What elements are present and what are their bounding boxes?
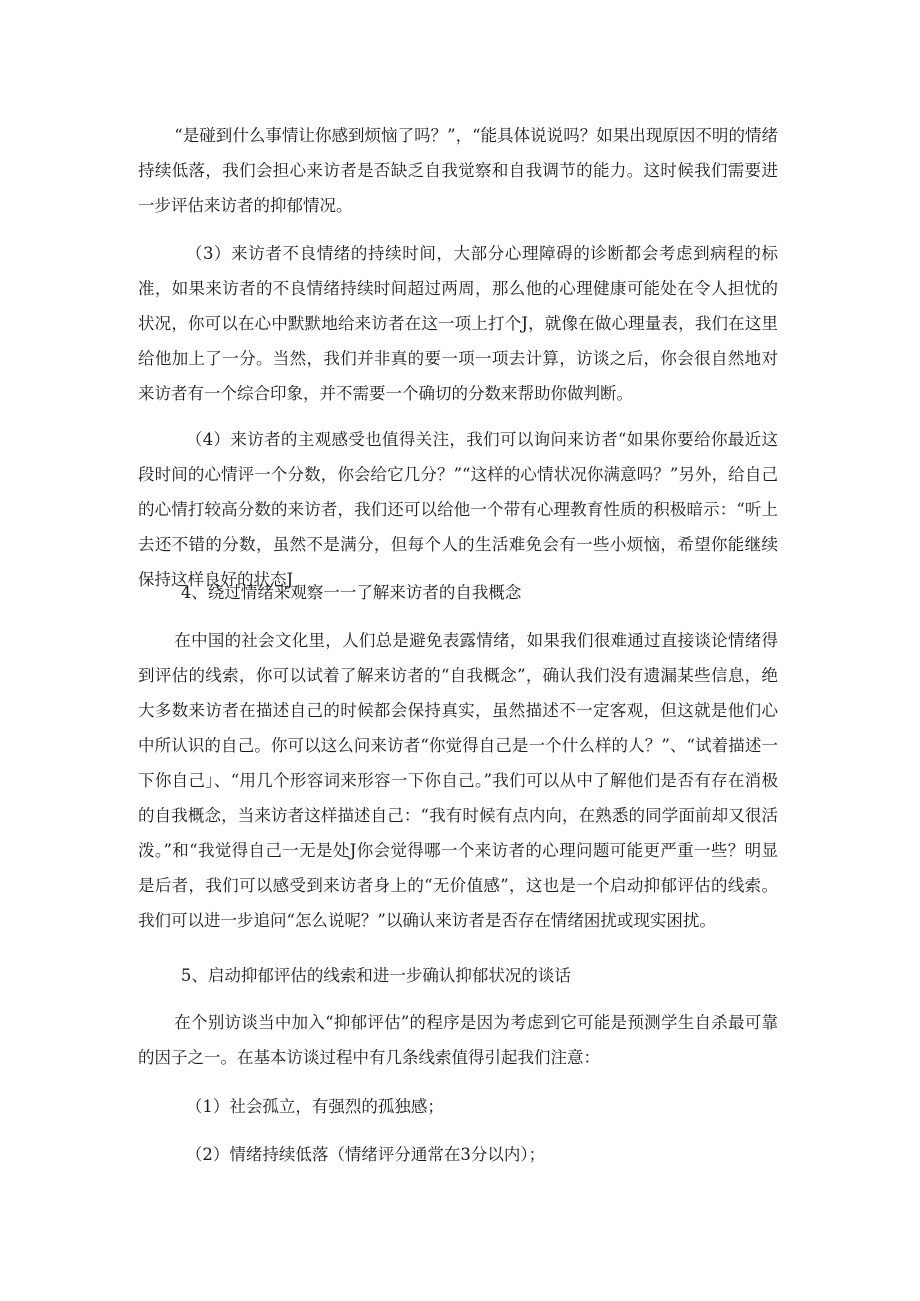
section-heading-4: 4、绕过情绪来观察一一了解来访者的自我概念 (180, 583, 522, 602)
paragraph-self-concept: 在中国的社会文化里，人们总是避免表露情绪，如果我们很难通过直接谈论情绪得到评估的线索，你可以试着了解来访者的“自我概念”，确认我们没有遗漏某些信息，绝大多数来访者在描述自己的时候都会保持真实，虽然描述不一定客观，但这就是他们心中所认识的自己。你可以这么问来访者“你觉得自己是一个什么样的人？”、“试着描述一下你自己」、“用几个形容词来形容一下你自己。”我们可以从中了解他们是否有存在消极的自我概念，当来访者这样描述自己：“我有时候有点内向，在熟悉的同学面前却又很活泼。”和“我觉得自己一无是处J你会觉得哪一个来访者的心理问题可能更严重一些？明显是后者，我们可以感受到来访者身上的“无价值感”，这也是一个启动抑郁评估的线索。我们可以进一步追问“怎么说呢？”以确认来访者是否存在情绪困扰或现实困扰。 (138, 631, 778, 930)
paragraph-item-3-duration: （3）来访者不良情绪的持续时间，大部分心理障碍的诊断都会考虑到病程的标准，如果来访者的不良情绪持续时间超过两周，那么他的心理健康可能处在令人担忧的状况，你可以在心中默默地给来访者在这一项上打个J，就像在做心理量表，我们在这里给他加上了一分。当然，我们并非真的要一项一项去计算，访谈之后，你会很自然地对来访者有一个综合印象，并不需要一个确切的分数来帮助你做判断。 (138, 244, 778, 403)
paragraph-item-4-subjective-feeling: （4）来访者的主观感受也值得关注，我们可以询问来访者“如果你要给你最近这段时间的心情评一个分数，你会给它几分？”“这样的心情状况你满意吗？”另外，给自己的心情打较高分数的来访者，我们还可以给他一个带有心理教育性质的积极暗示：“听上去还不错的分数，虽然不是满分，但每个人的生活难免会有一些小烦恼，希望你能继续保持这样良好的状态J (138, 430, 778, 589)
list-item-1: （1）社会孤立，有强烈的孤独感； (185, 1097, 444, 1116)
paragraph-intro-questions: “是碰到什么事情让你感到烦恼了吗？”，“能具体说说吗？如果出现原因不明的情绪持续低落，我们会担心来访者是否缺乏自我觉察和自我调节的能力。这时候我们需要进一步评估来访者的抑郁情况。 (138, 126, 778, 215)
paragraph-depression-assessment: 在个别访谈当中加入“抑郁评估”的程序是因为考虑到它可能是预测学生自杀最可靠的因子之一。在基本访谈过程中有几条线索值得引起我们注意： (138, 1013, 778, 1067)
section-heading-5: 5、启动抑郁评估的线索和进一步确认抑郁状况的谈话 (180, 966, 571, 985)
list-item-2: （2）情绪持续低落（情绪评分通常在3分以内）； (185, 1145, 546, 1164)
